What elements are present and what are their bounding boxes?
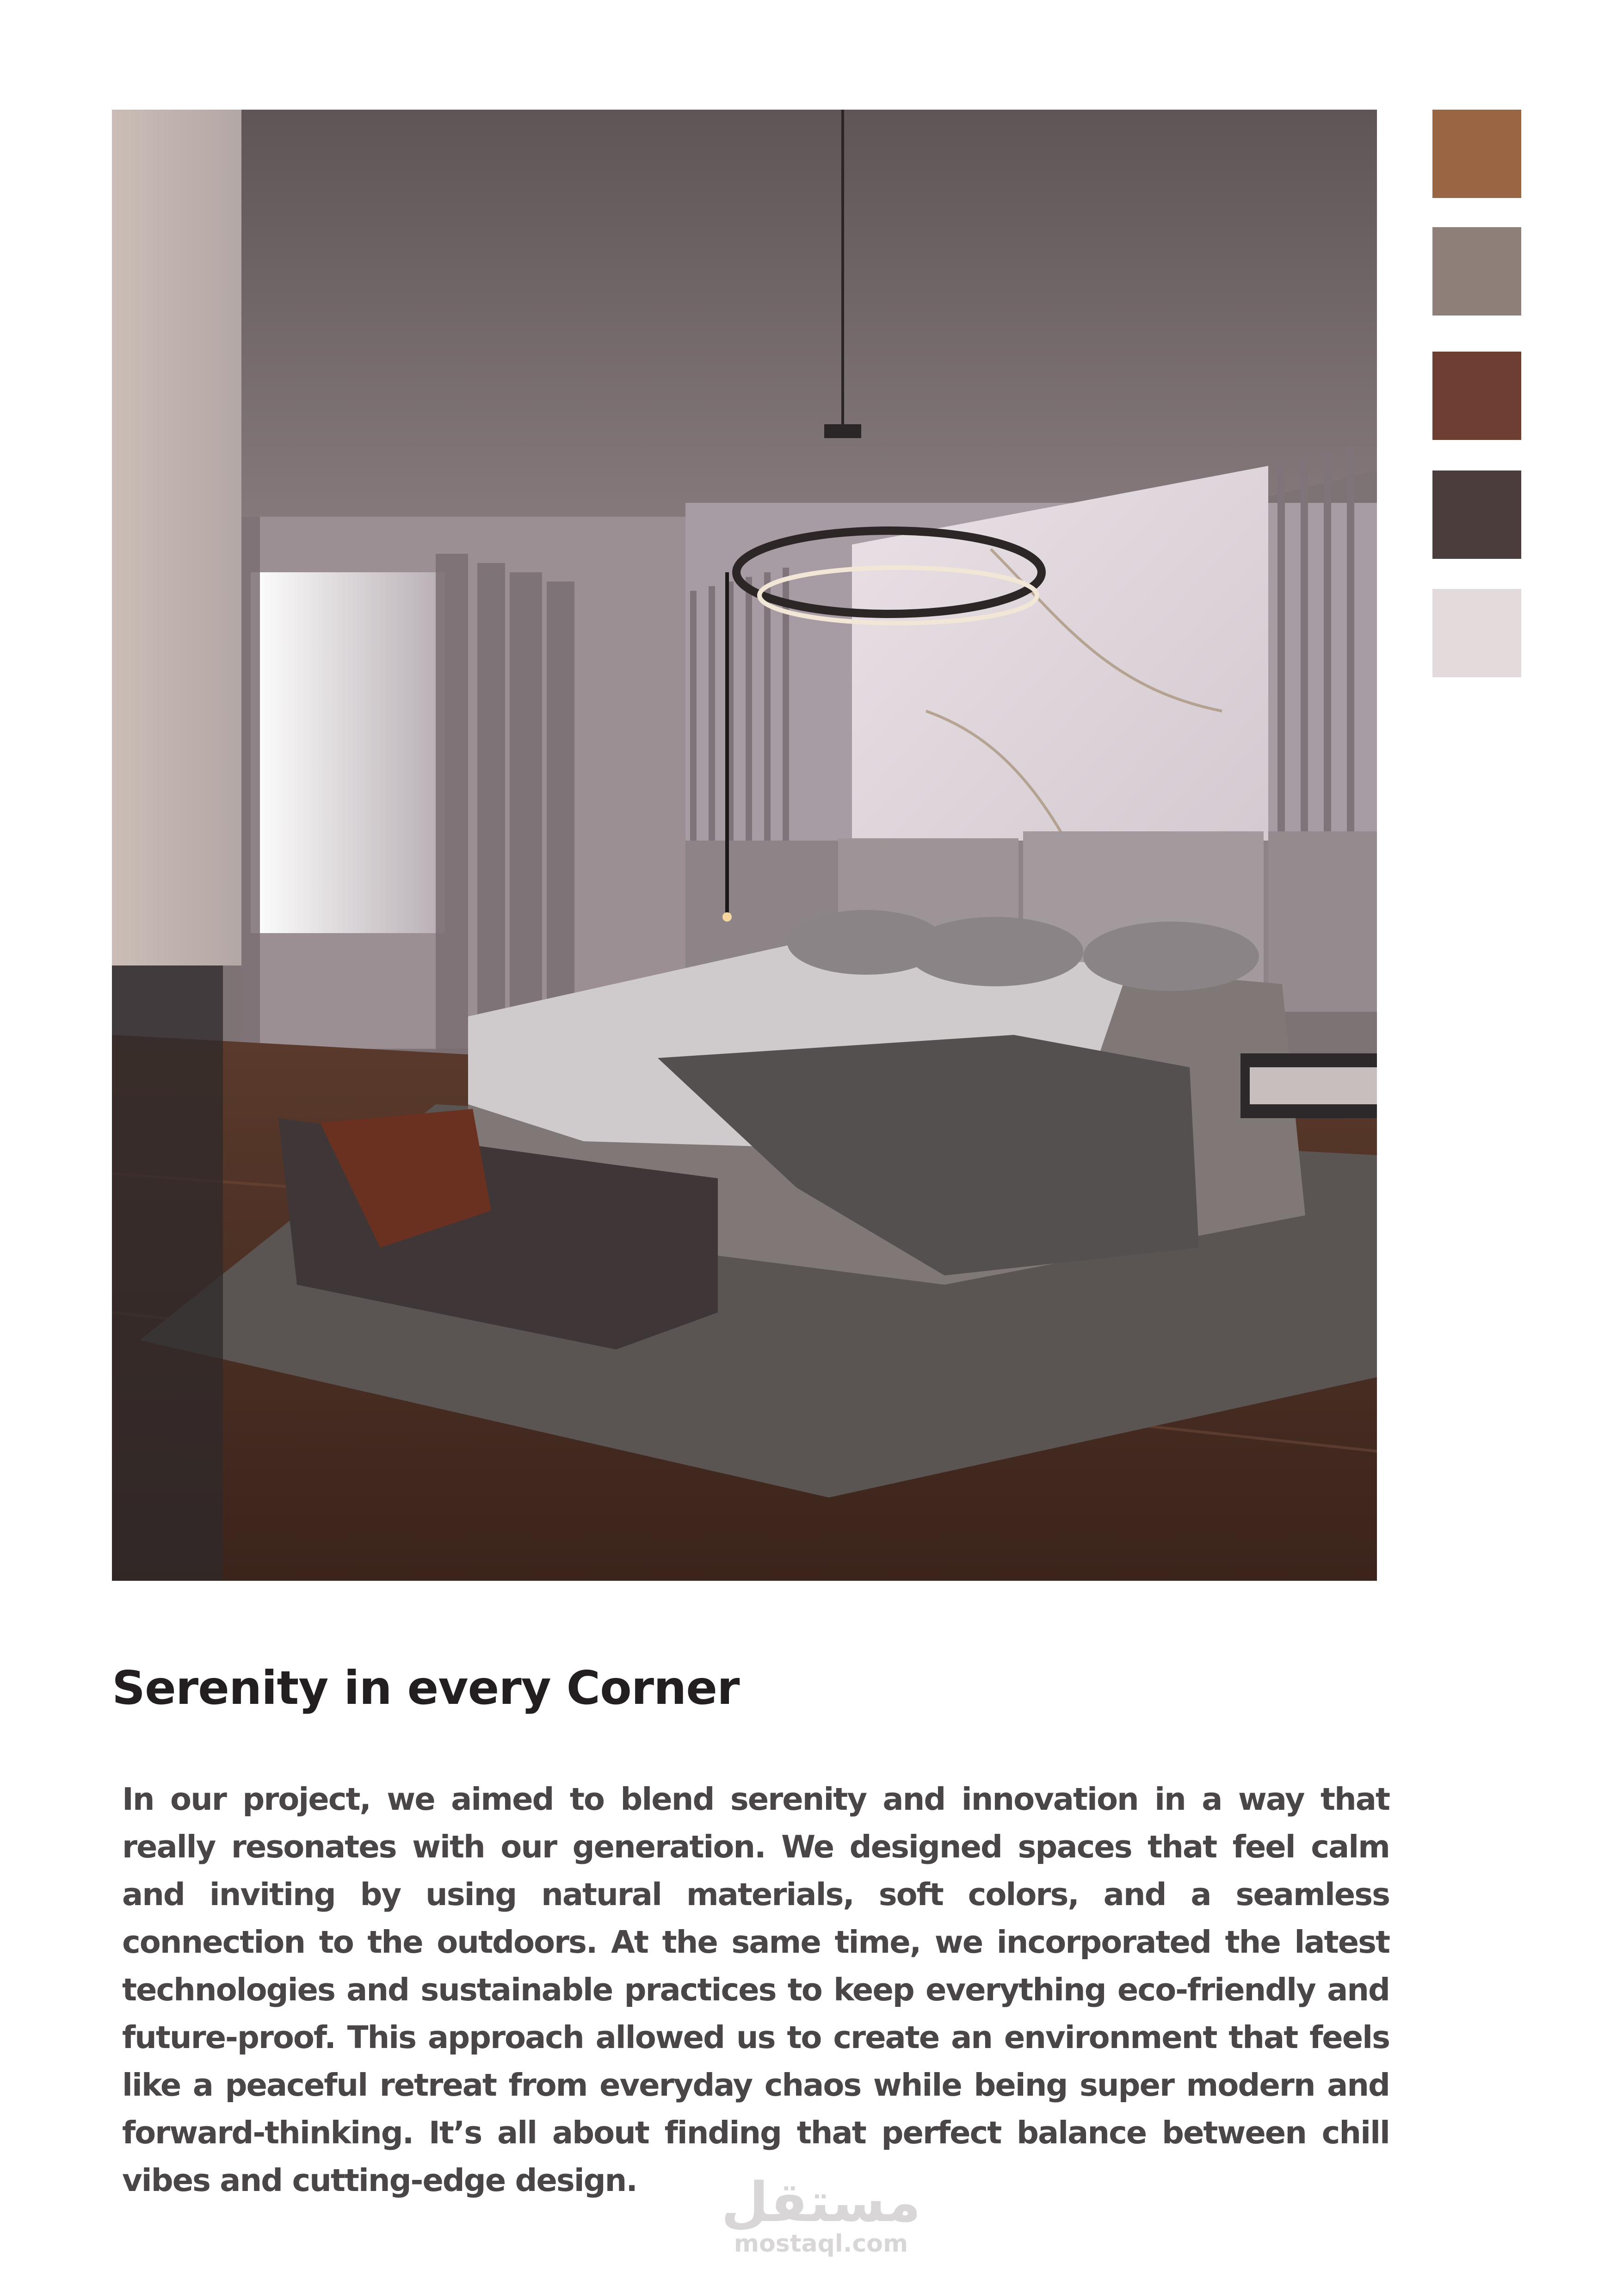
palette-swatch-rust	[1432, 352, 1521, 440]
watermark-url-text: mostaql.com	[734, 2230, 908, 2258]
bedroom-render-photo	[112, 110, 1377, 1581]
palette-swatch-taupe	[1432, 227, 1521, 316]
palette-swatch-copper	[1432, 110, 1521, 198]
watermark-arabic-text: مستقل	[721, 2170, 921, 2234]
watermark-logo	[712, 2170, 930, 2258]
palette-swatch-blush	[1432, 589, 1521, 677]
description-paragraph: In our project, we aimed to blend serenity and innovation in a way that really resonates with our generation. We designed spaces that feel calm and inviting by using natural materials, soft colors, and a seamless connection to the outdoors. At the same time, we incorporated the latest technologies and sustainable practices to keep everything eco-friendly and future-proof. This approach allowed us to create an environment that feels like a peaceful retreat from everyday chaos while being super modern and forward-thinking. It’s all about finding that perfect balance between chill vibes and cutting-edge design.	[122, 1781, 1389, 2198]
bedroom-illustration	[112, 110, 1377, 1581]
page-heading: Serenity in every Corner	[112, 1661, 740, 1715]
palette-swatch-espresso	[1432, 470, 1521, 559]
